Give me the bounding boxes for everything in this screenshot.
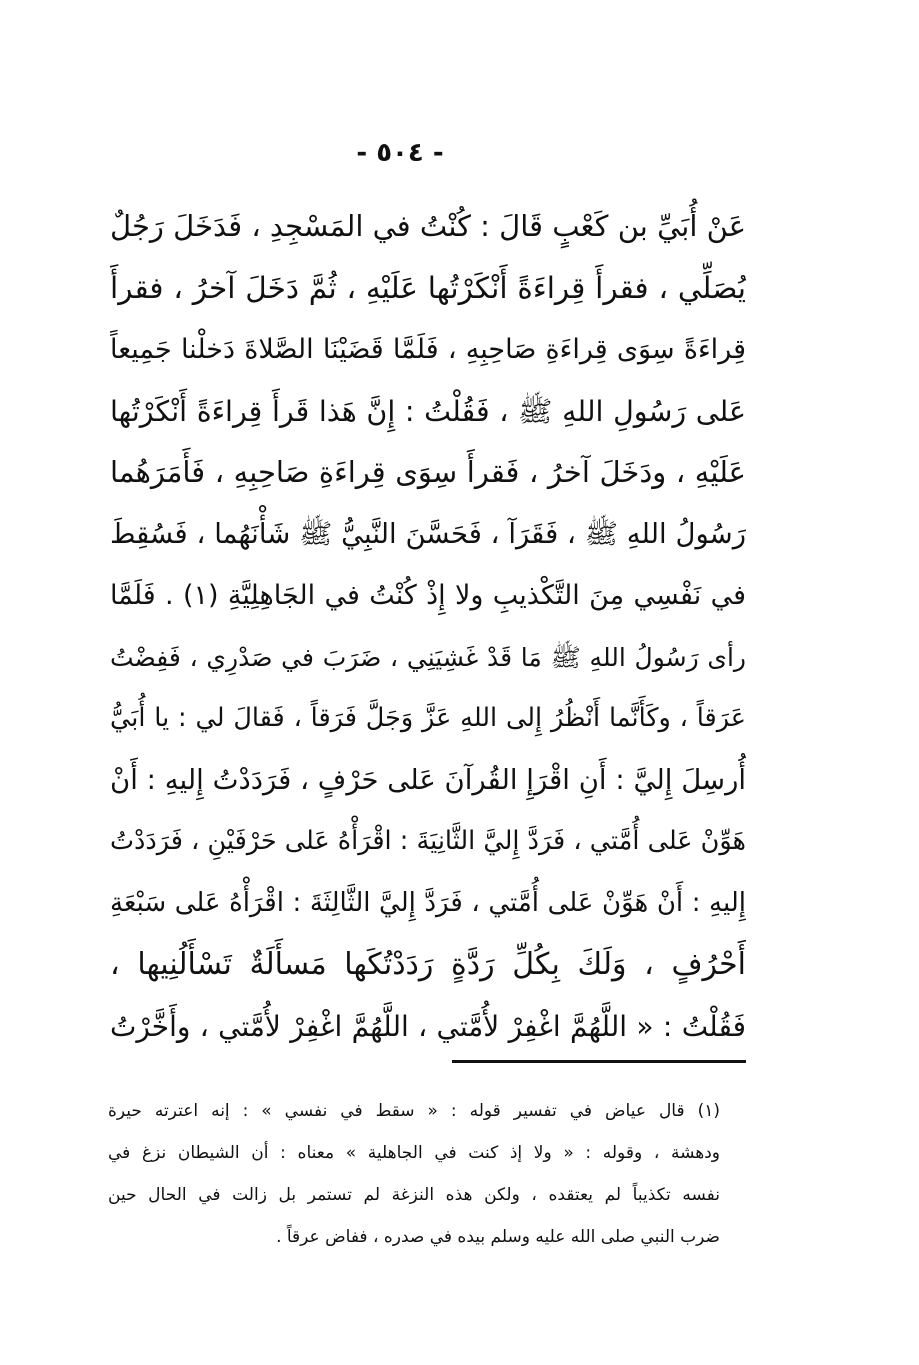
body-line: إِليهِ : أَنْ هَوِّنْ عَلى أُمَّتي ، فَرَدَّ إِليَّ الثَّالِثَةَ : اقْرَأْهُ عَلى سَبْعَةِ xyxy=(110,887,746,918)
body-line: عَلى رَسُولِ اللهِ ﷺ ، فَقُلْتُ : إِنَّ هَذا قَرأَ قِراءَةً أَنْكَرْتُها xyxy=(110,394,746,428)
body-line: يُصَلِّي ، فقرأَ قِراءَةً أَنْكَرْتُها عَلَيْهِ ، ثُمَّ دَخَلَ آخرُ ، فقرأَ xyxy=(110,270,746,305)
body-line: رَسُولُ اللهِ ﷺ ، فَقَرَآ ، فَحَسَّنَ النَّبِيُّ ﷺ شَأْنَهُما ، فَسُقِطَ xyxy=(110,517,746,550)
page-number: - ٥٠٤ - xyxy=(356,138,444,168)
footnote-line: (١) قال عياض في تفسير قوله : « سقط في نفسي » : إنه اعترته حيرة xyxy=(108,1101,720,1121)
body-line: هَوِّنْ عَلى أُمَّتي ، فَرَدَّ إِليَّ الثَّانِيَةَ : اقْرَأْهُ عَلى حَرْفَيْنِ ، فَرَدَدْتُ xyxy=(110,826,746,856)
body-line: رأى رَسُولُ اللهِ ﷺ مَا قَدْ غَشِيَنِي ، ضَرَبَ في صَدْرِي ، فَفِضْتُ xyxy=(110,642,746,672)
footnote-line: ودهشة ، وقوله : « ولا إذ كنت في الجاهلية » معناه : أن الشيطان نزغ في xyxy=(108,1143,720,1163)
body-line: أَحْرُفٍ ، وَلَكَ بِكُلِّ رَدَّةٍ رَدَدْتُكَها مَسأَلَةٌ تَسْأَلُنِيها ، xyxy=(110,947,746,982)
body-line: فَقُلْتُ : « اللَّهُمَّ اغْفِرْ لأُمَّتي ، اللَّهُمَّ اغْفِرْ لأُمَّتي ، وأَخَّرْتُ xyxy=(110,1009,746,1043)
footnote-separator xyxy=(452,1060,746,1063)
footnotes xyxy=(108,1090,720,1258)
body-line: عَرَقاً ، وكَأَنَّما أَنْظُرُ إِلى اللهِ عَزَّ وَجَلَّ فَرَقاً ، فَقالَ لي : يا أُبَيُّ xyxy=(110,703,746,733)
body-line: أُرسِلَ إِليَّ : أَنِ اقْرَإِ القُرآنَ عَلى حَرْفٍ ، فَرَدَدْتُ إِليهِ : أَنْ xyxy=(110,763,746,796)
body-line: قِراءَةً سِوَى قِراءَةِ صَاحِبِهِ ، فَلَمَّا قَضَيْنَا الصَّلاةَ دَخلْنا جَمِيعاً xyxy=(110,334,746,365)
footnote-line: نفسه تكذيباً لم يعتقده ، ولكن هذه النزغة لم تستمر بل زالت في الحال حين xyxy=(108,1185,720,1205)
body-text xyxy=(110,196,746,1057)
footnote-line: ضرب النبي صلى الله عليه وسلم بيده في صدره ، ففاض عرقاً . xyxy=(276,1227,720,1247)
body-line: عَلَيْهِ ، ودَخَلَ آخرُ ، فَقرأَ سِوَى قِراءَةِ صَاحِبِهِ ، فَأَمَرَهُما xyxy=(110,455,746,489)
body-line: في نَفْسِي مِنَ التَّكْذيبِ ولا إِذْ كُنْتُ في الجَاهِلِيَّةِ (١) . فَلَمَّا xyxy=(110,580,746,611)
body-line: عَنْ أُبَيِّ بن كَعْبٍ قَالَ : كُنْتُ في المَسْجِدِ ، فَدَخَلَ رَجُلٌ xyxy=(110,209,746,243)
